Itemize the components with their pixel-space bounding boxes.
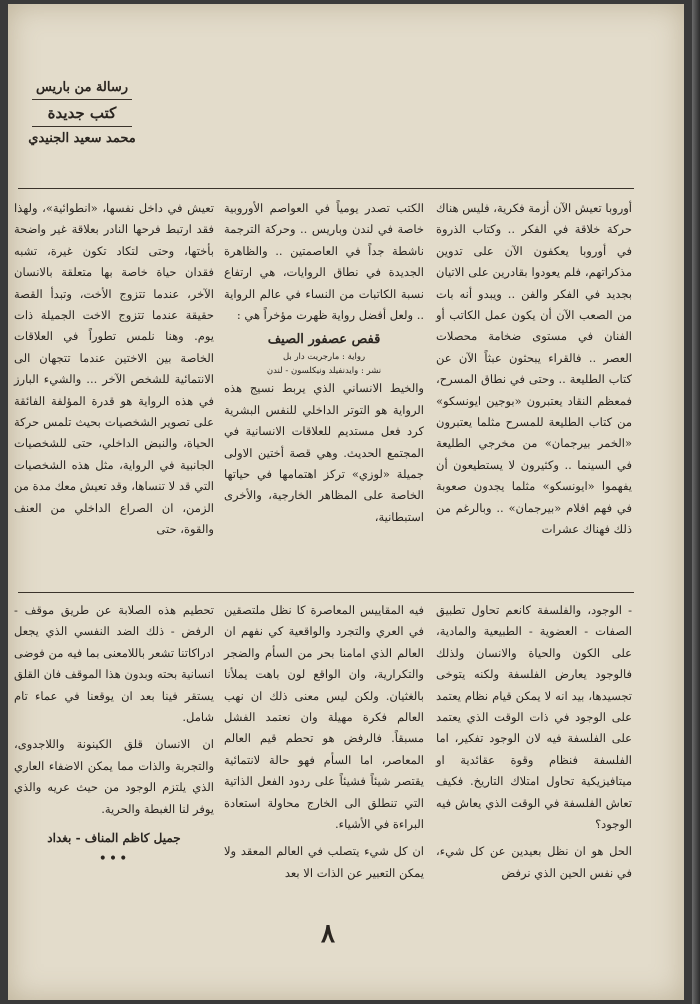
paragraph: الكتب تصدر يومياً في العواصم الأوروبية خاصة في لندن وباريس .. وحركة الترجمة ناشطة جداً في العاصمتين .. والظاهرة الجديدة في نطاق الروايات، هي ارتفاع نسبة الكاتبات من النساء في عالم الرواية .. ولعل أفضل رواية ظهرت مؤخراً هي : <box>224 201 424 323</box>
paragraph: الحل هو ان نظل بعيدين عن كل شيء، في نفس الحين الذي نرفض <box>436 844 632 880</box>
author-name: محمد سعيد الجنيدي <box>28 131 136 146</box>
bottom-column-middle <box>224 600 424 884</box>
top-column-right <box>436 198 632 541</box>
paragraph: ان الانسان قلق الكينونة واللاجدوى، والتجربة والذات مما يمكن الاضفاء العاري الذي يلتزم الوجود من حيث عريه والذي يوفر لنا الغبطة والحرية. <box>14 737 214 816</box>
bottom-column-right <box>436 600 632 884</box>
top-column-left <box>14 198 214 541</box>
paragraph: أوروبا تعيش الآن أزمة فكرية، فليس هناك حركة خلاقة في الفكر .. وكتاب الذروة في أوروبا يعكفون الآن على تدوين مذكراتهم، فلم يعودوا بقادرين على الاتيان بجديد في الفكر والفن .. ويبدو أنه بات من الصعب الآن أن يكون عمل الكاتب أو الفنان في مستوى ضخامة محصلات العصر .. فالقراء يبحثون عبثاً الآن عن كتاب الطليعة .. وحتى في نطاق المسرح، فمعظم النقاد يعتبرون «بوجين ايونسكو» من كتاب الطليعة للمسرح مثلما يعتبرون «الخمر بيرجمان» من مخرجي الطليعة في السينما .. وكثيرون لا يستطيعون أن يفهموا «ايونسكو» مثلما يجدون صعوبة في فهم افلام «بيرجمان» .. وبالرغم من ذلك فهناك عشرات <box>436 201 632 537</box>
article-header <box>26 76 138 150</box>
paragraph: - الوجود، والفلسفة كانعم تحاول تطبيق الصفات - العضوية - الطبيعية والمادية، على الكون والحياة والانسان ولذلك فالوجود يعارض الفلسفة ولكنه يتوخى تجسيدها، بيد انه لا يمكن قيام نظام يعتمد على الوجود في ذات الوقت الذي يعتمد على الفلسفة فيه لان الوجود تفكير، اما الفلسفة فنظام وقوة عقائدية او ميتافيزيكية تحاول امتلاك التاريخ. فكيف تعاش الفلسفة في الوقت الذي يعاش فيه الوجود؟ <box>436 603 632 832</box>
paragraph: والخيط الانساني الذي يربط نسيج هذه الرواية هو التوتر الداخلي للنفس البشرية كرد فعل مستديم للعلاقات الانسانية في المجتمع الحديث. وهي قصة أختين الاولى جميلة «لوزي» تركز اهتمامها في حياتها الخاصة على المظاهر الخارجية، والأخرى استبطانية، <box>224 381 424 524</box>
author-signature: جميل كاظم المناف - بغداد <box>47 831 181 846</box>
magazine-page <box>8 4 684 1000</box>
section-divider-line <box>18 592 634 593</box>
book-title: قفص عصفور الصيف <box>267 332 381 348</box>
book-byline: رواية : مارجريت دار بل <box>282 352 366 363</box>
paragraph: تعيش في داخل نفسها، «انطوائية»، ولهذا فقد ارتبط فرحها النادر بعلاقة غير واضحة بأختها، وحتى لتكاد تكون غيرة، تشبه فقدان حياة خاصة بها متعلقة بالانسان الآخر، عندما تتزوج الأخت، وتبدأ القصة حقيقة عندما تتزوج الاخت الجميلة ذات يوم. وهنا نلمس تطوراً في العلاقات الخاصة بين الاختين عندما تتجهان الى الانتمائية للشخص الآخر ... والشيء البارز في هذه الرواية هو قدرة المؤلفة الفائقة على تصوير الشخصيات بحيث تلمس حركة الحياة، والنبض الداخلي، حتى للشخصيات الجانبية في الرواية، مثل هذه الشخصيات التي قد لا تنساها، وقد تعيش معك مدة من الزمن، ان الصراع الداخلي من العنف والقوة، حتى <box>14 201 214 537</box>
end-ornament: ••• <box>98 851 130 868</box>
page-edge-shadow <box>692 0 700 1004</box>
top-divider-line <box>18 188 634 189</box>
paragraph: ان كل شيء يتصلب في العالم المعقد ولا يمكن التعبير عن الذات الا بعد <box>224 844 424 880</box>
paragraph: تحطيم هذه الصلابة عن طريق موقف - الرفض - ذلك الضد النفسي الذي يجعل ادراكاتنا تشعر باللامعنى بما فيه من فوضى انسانية بحته وبدون هذا الموقف فان القلق يستقر فينا بعد ان يوقعنا في عماء تام شامل. <box>14 603 214 725</box>
paragraph: فيه المقاييس المعاصرة كا نظل ملتصقين في العري والتجرد والواقعية كي نفهم ان العالم الذي امامنا بحر من السأم والضجر والتكرارية، وان الواقع لون باهت يملأنا بالغثيان. ولكن ليس معنى ذلك ان نهب العالم فكرة مهيلة وان نعتمد الفشل مسبقاً. فالرفض هو تحطم قيم العالم المعاصر، اما السأم فهو حالة لانتمائية يقتصر شيئاً فشيئاً على ردود الفعل الذاتية التي تنطلق الى الخارج محاولة استعادة البراءة في الأشياء. <box>224 603 424 832</box>
top-column-middle <box>224 198 424 528</box>
section-title: رسالة من باريس <box>35 80 129 95</box>
page-number: ٨ <box>321 919 335 949</box>
bottom-column-left <box>14 600 214 871</box>
article-title: كتب جديدة <box>47 104 117 122</box>
book-publisher: نشر : وايدنفيلد ونيكلسون - لندن <box>266 366 382 377</box>
